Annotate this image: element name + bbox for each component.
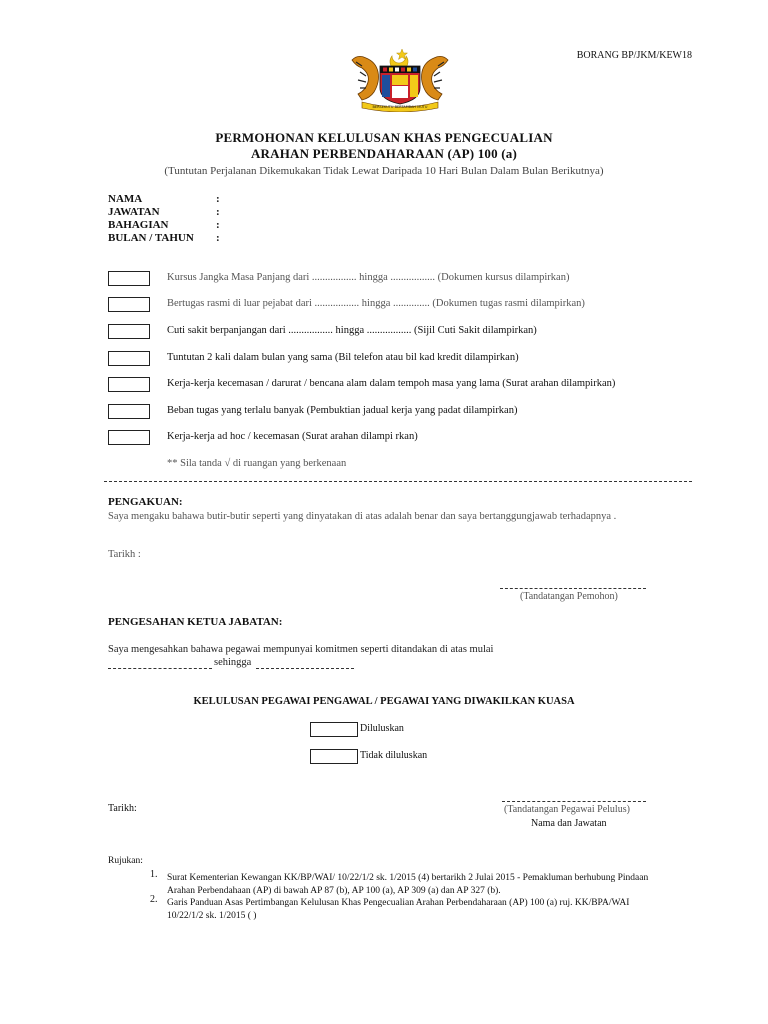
- option-beban-tugas: Beban tugas yang terlalu banyak (Pembuktian jadual kerja yang padat dilampirkan): [167, 405, 518, 416]
- applicant-signature-line: [500, 588, 646, 589]
- checkbox-cuti-sakit[interactable]: [108, 324, 150, 339]
- pengesahan-text: Saya mengesahkan bahawa pegawai mempunyai komitmen seperti ditandakan di atas mulai: [108, 644, 494, 655]
- option-ad-hoc: Kerja-kerja ad hoc / kecemasan (Surat arahan dilampi rkan): [167, 431, 418, 442]
- form-title-line2: ARAHAN PERBENDAHARAAN (AP) 100 (a): [250, 146, 518, 161]
- checkbox-beban-tugas[interactable]: [108, 404, 150, 419]
- checkbox-kecemasan[interactable]: [108, 377, 150, 392]
- reference-number: 2.: [150, 894, 158, 905]
- option-tuntutan-2-kali: Tuntutan 2 kali dalam bulan yang sama (Bil telefon atau bil kad kredit dilampirkan): [167, 352, 519, 363]
- svg-text:BERSEKUTU BERTAMBAH MUTU: BERSEKUTU BERTAMBAH MUTU: [372, 105, 428, 109]
- reference-line: Surat Kementerian Kewangan KK/BP/WAI/ 10/22/1/2 sk. 1/2015 (4) bertarikh 2 Julai 2015 - Pemakluman berhubung Pindaan: [167, 873, 649, 883]
- approver-signature-line: [502, 801, 646, 802]
- tick-note: ** Sila tanda √ di ruangan yang berkenaan: [167, 458, 347, 469]
- applicant-signature-label: (Tandatangan Pemohon): [520, 591, 618, 602]
- label-tidak-diluluskan: Tidak diluluskan: [360, 750, 428, 761]
- field-label-nama: NAMA: [108, 193, 143, 205]
- pengakuan-date-label: Tarikh :: [108, 549, 141, 560]
- malaysia-coat-of-arms-icon: [348, 46, 452, 112]
- reference-number: 1.: [150, 869, 158, 880]
- reference-line: 10/22/1/2 sk. 1/2015 ( ): [167, 911, 257, 921]
- field-colon: :: [216, 232, 220, 244]
- pengesahan-heading: PENGESAHAN KETUA JABATAN:: [108, 616, 283, 628]
- checkbox-bertugas-luar[interactable]: [108, 297, 150, 312]
- kelulusan-heading: KELULUSAN PEGAWAI PENGAWAL / PEGAWAI YANG DIWAKILKAN KUASA: [193, 696, 575, 707]
- option-kecemasan: Kerja-kerja kecemasan / darurat / bencana alam dalam tempoh masa yang lama (Surat arahan dilampirkan): [167, 378, 616, 389]
- checkbox-ad-hoc[interactable]: [108, 430, 150, 445]
- option-cuti-sakit: Cuti sakit berpanjangan dari ................. hingga ................. (Sijil Cuti Sakit dilampirkan): [167, 325, 537, 336]
- reference-item-2: [167, 897, 697, 923]
- field-label-jawatan: JAWATAN: [108, 206, 160, 218]
- field-colon: :: [216, 206, 220, 218]
- rujukan-heading: Rujukan:: [108, 856, 143, 866]
- kelulusan-date-label: Tarikh:: [108, 803, 137, 814]
- checkbox-kursus[interactable]: [108, 271, 150, 286]
- field-colon: :: [216, 219, 220, 231]
- label-diluluskan: Diluluskan: [360, 723, 404, 734]
- section-divider: [104, 481, 692, 482]
- reference-line: Arahan Perbendahaan (AP) di bawah AP 87 (b), AP 100 (a), AP 309 (a) dan AP 327 (b).: [167, 886, 501, 896]
- option-bertugas-luar: Bertugas rasmi di luar pejabat dari ................. hingga .............. (Dokumen tugas rasmi dilampirkan): [167, 298, 585, 309]
- pengesahan-until: sehingga: [214, 657, 252, 668]
- form-code: BORANG BP/JKM/KEW18: [576, 50, 692, 61]
- option-kursus: Kursus Jangka Masa Panjang dari ................. hingga ................. (Dokumen kursus dilampirkan): [167, 272, 570, 283]
- form-subtitle: (Tuntutan Perjalanan Dikemukakan Tidak Lewat Daripada 10 Hari Bulan Dalam Bulan Berikutnya): [164, 165, 604, 177]
- field-label-bulan-tahun: BULAN / TAHUN: [108, 232, 194, 244]
- pengakuan-text: Saya mengaku bahawa butir-butir seperti yang dinyatakan di atas adalah benar dan saya bertanggungjawab terhadapnya .: [108, 511, 617, 522]
- pengakuan-heading: PENGAKUAN:: [108, 496, 183, 508]
- form-title-line1: PERMOHONAN KELULUSAN KHAS PENGECUALIAN: [215, 130, 553, 145]
- approver-name-label: Nama dan Jawatan: [531, 818, 607, 829]
- field-label-bahagian: BAHAGIAN: [108, 219, 169, 231]
- reference-line: Garis Panduan Asas Pertimbangan Kelulusan Khas Pengecualian Arahan Perbendaharaan (AP) 100 (a) ruj. KK/BPA/WAI: [167, 898, 630, 908]
- field-colon: :: [216, 193, 220, 205]
- checkbox-diluluskan[interactable]: [310, 722, 358, 737]
- end-date-line: [256, 668, 354, 669]
- reference-item-1: [167, 872, 697, 898]
- checkbox-tuntutan-2-kali[interactable]: [108, 351, 150, 366]
- approver-signature-label: (Tandatangan Pegawai Pelulus): [504, 804, 630, 815]
- checkbox-tidak-diluluskan[interactable]: [310, 749, 358, 764]
- start-date-line: [108, 668, 212, 669]
